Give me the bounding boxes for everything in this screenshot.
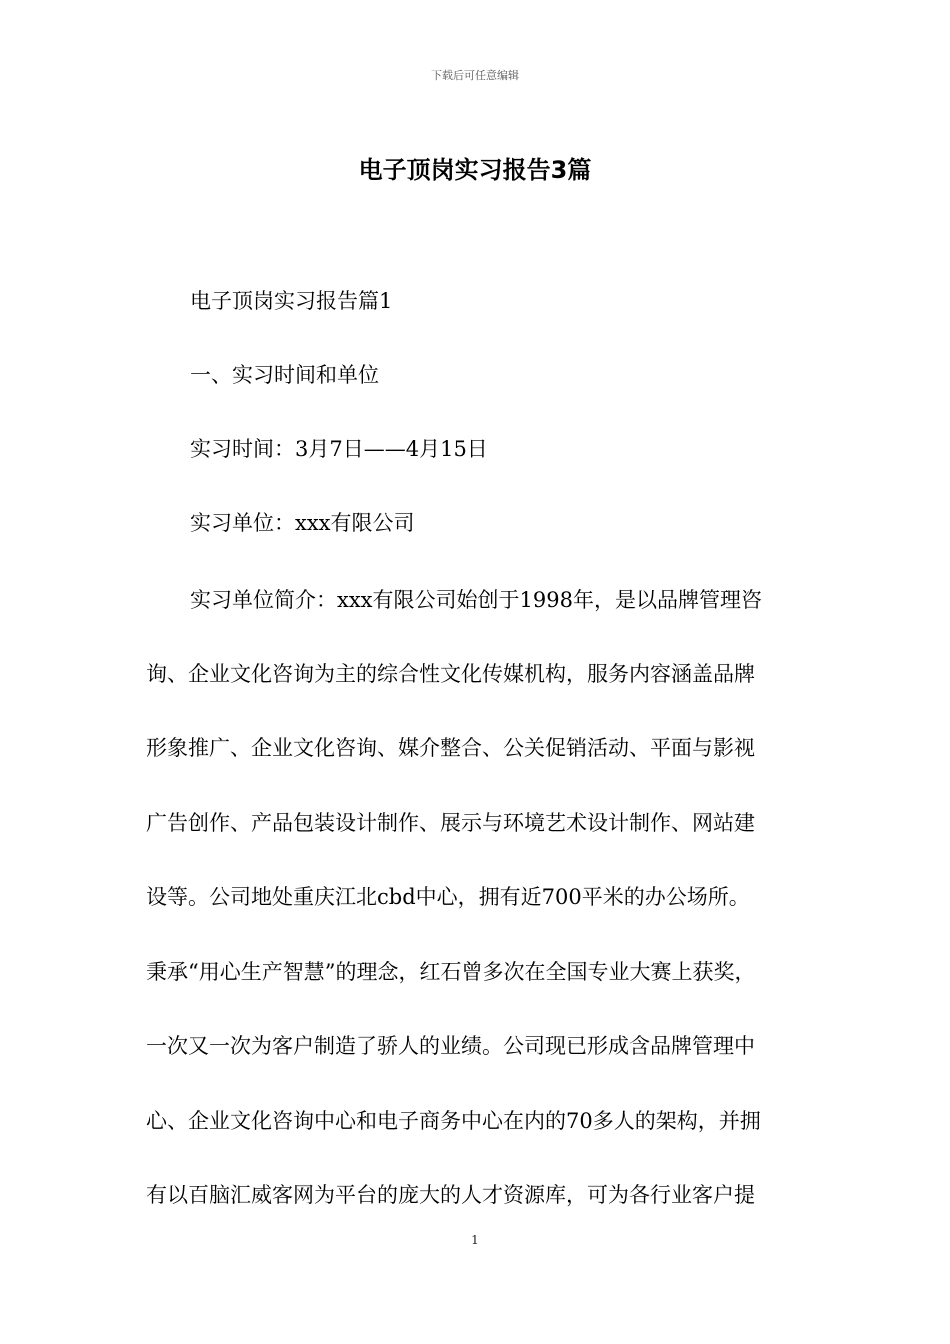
company-intro-line: 心、企业文化咨询中心和电子商务中心在内的70多人的架构，并拥 (146, 1109, 761, 1133)
section-heading: 电子顶岗实习报告篇1 (190, 289, 393, 313)
company-intro-line: 一次又一次为客户制造了骄人的业绩。公司现已形成含品牌管理中 (146, 1034, 755, 1058)
subsection-heading: 一、实习时间和单位 (190, 363, 379, 387)
internship-time: 实习时间：3月7日——4月15日 (190, 437, 488, 461)
company-intro-line: 形象推广、企业文化咨询、媒介整合、公关促销活动、平面与影视 (146, 736, 755, 760)
company-intro-line: 询、企业文化咨询为主的综合性文化传媒机构，服务内容涵盖品牌 (146, 662, 755, 686)
document-title: 电子顶岗实习报告3篇 (358, 156, 592, 184)
header-note: 下载后可任意编辑 (431, 69, 519, 82)
company-intro-line: 有以百脑汇威客网为平台的庞大的人才资源库，可为各行业客户提 (146, 1183, 755, 1207)
company-intro-line: 秉承“用心生产智慧”的理念，红石曾多次在全国专业大赛上获奖， (146, 960, 756, 984)
company-intro-line: 广告创作、产品包装设计制作、展示与环境艺术设计制作、网站建 (146, 811, 755, 835)
page-number: 1 (471, 1233, 479, 1247)
company-intro-line: 设等。公司地处重庆江北cbd中心，拥有近700平米的办公场所。 (146, 885, 750, 909)
internship-company: 实习单位：xxx有限公司 (190, 511, 415, 535)
company-intro-line: 实习单位简介：xxx有限公司始创于1998年，是以品牌管理咨 (190, 588, 762, 612)
